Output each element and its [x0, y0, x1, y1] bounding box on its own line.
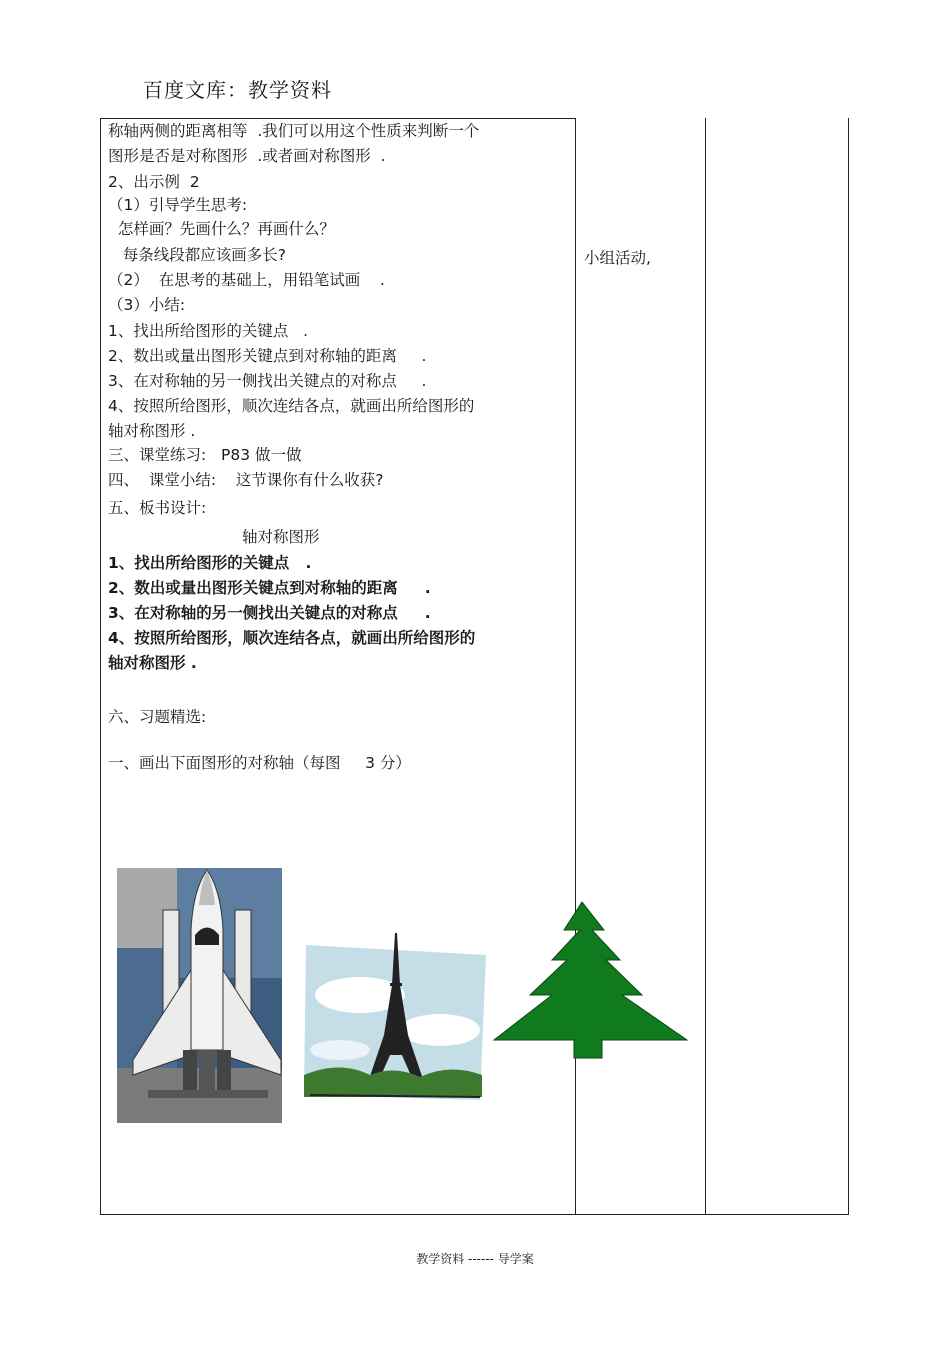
text-line: （2） 在思考的基础上，用铅笔试画 . — [108, 271, 385, 289]
text-line: 每条线段都应该画多长? — [108, 246, 287, 264]
table-top-border — [100, 118, 575, 119]
page-header: 百度文库：教学资料 — [143, 78, 332, 102]
shuttle-image — [113, 850, 288, 1140]
text-line: 称轴两侧的距离相等 .我们可以用这个性质来判断一个 — [108, 122, 480, 140]
board-step: 3、在对称轴的另一侧找出关键点的对称点 . — [108, 604, 431, 622]
exercise-1: 一、画出下面图形的对称轴（每图 3 分） — [108, 754, 411, 772]
board-step: 2、数出或量出图形关键点到对称轴的距离 . — [108, 579, 431, 597]
summary-step-cont: 轴对称图形 . — [108, 422, 196, 440]
text-line: （1）引导学生思考: — [108, 196, 248, 214]
section-board: 五、板书设计: — [108, 499, 207, 517]
summary-step: 2、数出或量出图形关键点到对称轴的距离 . — [108, 347, 427, 365]
activity-note: 小组活动, — [584, 249, 651, 267]
board-title: 轴对称图形 — [242, 528, 320, 546]
summary-step: 4、按照所给图形，顺次连结各点，就画出所给图形的 — [108, 397, 475, 415]
board-step: 1、找出所给图形的关键点 . — [108, 554, 312, 572]
text-line: 怎样画？先画什么？再画什么？ — [108, 220, 335, 238]
example-heading: 2、出示例 2 — [108, 173, 200, 191]
board-step: 4、按照所给图形，顺次连结各点，就画出所给图形的 — [108, 629, 476, 647]
eiffel-tower-image — [300, 925, 490, 1125]
summary-step: 3、在对称轴的另一侧找出关键点的对称点 . — [108, 372, 427, 390]
text-line: （3）小结: — [108, 296, 186, 314]
section-summary: 四、 课堂小结: 这节课你有什么收获? — [108, 471, 384, 489]
summary-step: 1、找出所给图形的关键点 . — [108, 322, 309, 340]
board-step-cont: 轴对称图形 . — [108, 654, 197, 672]
page-footer: 教学资料 ------ 导学案 — [416, 1252, 534, 1266]
text-line: 图形是否是对称图形 .或者画对称图形 . — [108, 147, 386, 165]
section-exercises: 六、习题精选: — [108, 708, 207, 726]
section-practice: 三、课堂练习: P83 做一做 — [108, 446, 302, 464]
pine-tree-image — [492, 900, 710, 1060]
